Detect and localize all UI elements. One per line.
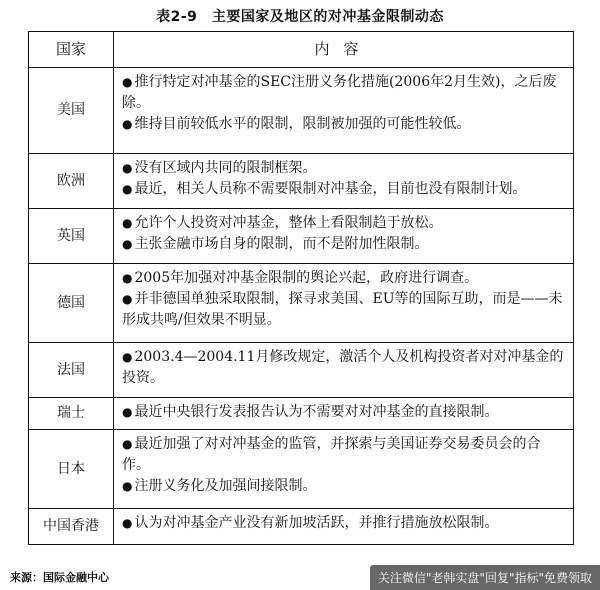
bullet-dot-icon: ● bbox=[122, 405, 133, 419]
bullet-text: 主张金融市场自身的限制，而不是附加性限制。 bbox=[134, 236, 429, 252]
content-cell bbox=[114, 343, 574, 398]
bullet-dot-icon: ● bbox=[122, 516, 133, 530]
bullet-dot-icon: ● bbox=[122, 350, 133, 364]
table-row bbox=[29, 68, 574, 154]
bullet-item bbox=[122, 476, 565, 497]
content-cell bbox=[114, 264, 574, 343]
table-row bbox=[29, 154, 574, 209]
table-row bbox=[29, 343, 574, 398]
table-header-row bbox=[29, 32, 574, 68]
bullet-text: 注册义务化及加强间接限制。 bbox=[134, 478, 317, 494]
bullet-text: 2005年加强对冲基金限制的舆论兴起，政府进行调查。 bbox=[134, 270, 479, 286]
content-column-header bbox=[114, 32, 574, 68]
country-column-header: 国家 bbox=[29, 32, 114, 68]
bullet-text: 最近加强了对对冲基金的监管，并探索与美国证券交易委员会的合作。 bbox=[122, 436, 541, 473]
bullet-text: 维持目前较低水平的限制，限制被加强的可能性较低。 bbox=[134, 116, 471, 132]
bullet-text: 最近中央银行发表报告认为不需要对对冲基金的直接限制。 bbox=[134, 404, 499, 420]
content-cell bbox=[114, 209, 574, 264]
bullet-dot-icon: ● bbox=[122, 182, 133, 196]
content-header-label: 内容 bbox=[314, 40, 373, 58]
country-cell: 中国香港 bbox=[29, 509, 114, 545]
bullet-dot-icon: ● bbox=[122, 75, 133, 89]
bullet-text: 允许个人投资对冲基金，整体上看限制趋于放松。 bbox=[134, 215, 443, 231]
bullet-item bbox=[122, 268, 565, 289]
country-cell: 日本 bbox=[29, 430, 114, 509]
bullet-dot-icon: ● bbox=[122, 271, 133, 285]
bullet-item bbox=[122, 114, 565, 135]
bullet-item bbox=[122, 234, 565, 255]
bullet-dot-icon: ● bbox=[122, 161, 133, 175]
content-cell bbox=[114, 398, 574, 430]
bullet-item bbox=[122, 434, 565, 476]
country-cell: 瑞士 bbox=[29, 398, 114, 430]
content-cell bbox=[114, 509, 574, 545]
bullet-dot-icon: ● bbox=[122, 237, 133, 251]
bullet-dot-icon: ● bbox=[122, 216, 133, 230]
bullet-item bbox=[122, 402, 565, 423]
bullet-text: 推行特定对冲基金的SEC注册义务化措施(2006年2月生效)，之后废除。 bbox=[122, 74, 557, 111]
content-cell bbox=[114, 430, 574, 509]
table-row bbox=[29, 398, 574, 430]
country-cell: 英国 bbox=[29, 209, 114, 264]
source-note: 来源：国际金融中心 bbox=[10, 571, 109, 584]
table-row bbox=[29, 264, 574, 343]
bullet-text: 认为对冲基金产业没有新加坡活跃，并推行措施放松限制。 bbox=[134, 515, 499, 531]
bullet-dot-icon: ● bbox=[122, 479, 133, 493]
bullet-text: 并非德国单独采取限制，探寻求美国、EU等的国际互助，而是——未形成共鸣/但效果不明显。 bbox=[122, 291, 563, 328]
table-row bbox=[29, 430, 574, 509]
country-cell: 美国 bbox=[29, 68, 114, 154]
table-row bbox=[29, 209, 574, 264]
bullet-dot-icon: ● bbox=[122, 437, 133, 451]
bullet-item bbox=[122, 513, 565, 534]
bullet-dot-icon: ● bbox=[122, 117, 133, 131]
country-cell: 法国 bbox=[29, 343, 114, 398]
table-caption: 表2-9 主要国家及地区的对冲基金限制动态 bbox=[156, 9, 444, 25]
bullet-item bbox=[122, 179, 565, 200]
regulation-table bbox=[28, 31, 574, 545]
bullet-text: 2003.4—2004.11月修改规定，激活个人及机构投资者对对冲基金的投资。 bbox=[122, 349, 564, 386]
bullet-item bbox=[122, 213, 565, 234]
bullet-item bbox=[122, 289, 565, 331]
country-cell: 德国 bbox=[29, 264, 114, 343]
table-row bbox=[29, 509, 574, 545]
content-cell bbox=[114, 68, 574, 154]
bullet-item bbox=[122, 158, 565, 179]
bullet-text: 没有区域内共同的限制框架。 bbox=[134, 160, 317, 176]
bullet-item bbox=[122, 347, 565, 389]
country-cell: 欧洲 bbox=[29, 154, 114, 209]
watermark-banner: 关注微信"老韩实盘"回复"指标"免费领取 bbox=[370, 565, 600, 590]
bullet-dot-icon: ● bbox=[122, 292, 133, 306]
bullet-item bbox=[122, 72, 565, 114]
bullet-text: 最近，相关人员称不需要限制对冲基金，目前也没有限制计划。 bbox=[134, 181, 527, 197]
content-cell bbox=[114, 154, 574, 209]
